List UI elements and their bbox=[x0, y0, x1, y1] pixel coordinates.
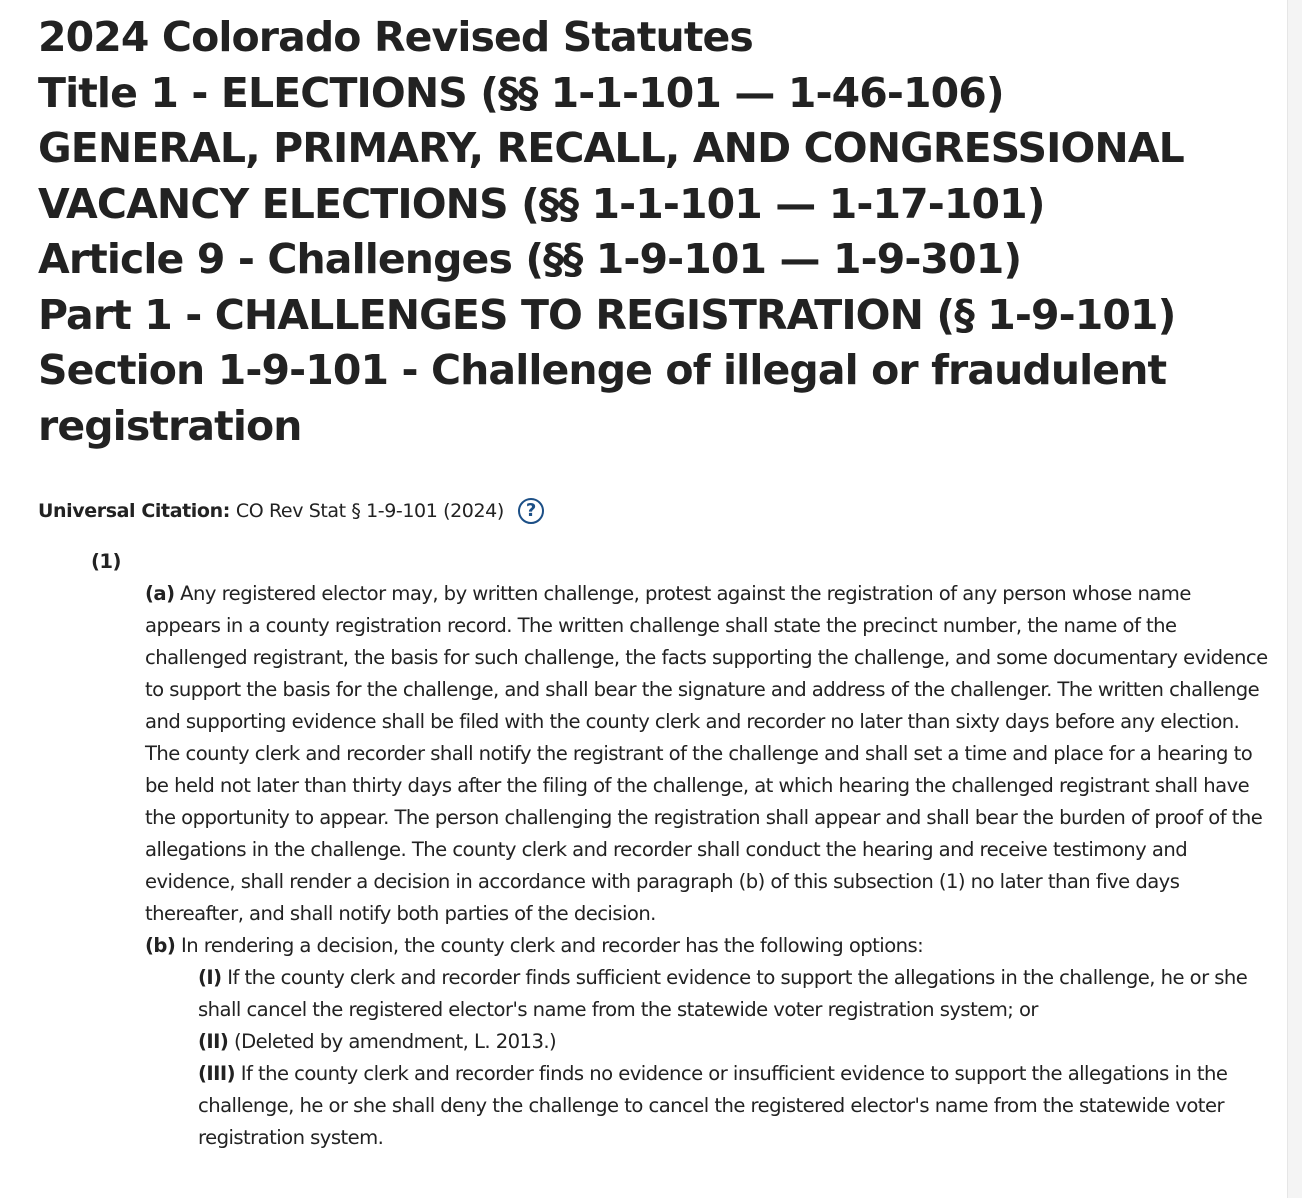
paragraph-b bbox=[38, 930, 1268, 962]
paragraph-a-text: Any registered elector may, by written challenge, protest against the registration of any person whose name appears in a county registration record. The written challenge shall state the precinct number, the name of the challenged registrant, the basis for such challenge, the facts supporting the challenge, and some documentary evidence to support the basis for the challenge, and shall bear the signature and address of the challenger. The written challenge and supporting evidence shall be filed with the county clerk and recorder no later than sixty days before any election. The county clerk and recorder shall notify the registrant of the challenge and shall set a time and place for a hearing to be held not later than thirty days after the filing of the challenge, at which hearing the challenged registrant shall have the opportunity to appear. The person challenging the registration shall appear and shall bear the burden of proof of the allegations in the challenge. The county clerk and recorder shall conduct the hearing and receive testimony and evidence, shall render a decision in accordance with paragraph (b) of this subsection (1) no later than five days thereafter, and shall notify both parties of the decision. bbox=[145, 582, 1268, 925]
title-line-article: Article 9 - Challenges (§§ 1-9-101 — 1-9-301) bbox=[38, 235, 1022, 283]
statute-page bbox=[38, 10, 1268, 1154]
subparagraph-I bbox=[38, 962, 1268, 1026]
title-line-section-cont: registration bbox=[38, 401, 302, 450]
question-circle-icon[interactable]: ? bbox=[518, 498, 544, 524]
statute-text bbox=[38, 546, 1268, 1154]
subparagraph-III-text: If the county clerk and recorder finds no evidence or insufficient evidence to support the allegations in the challenge, he or she shall deny the challenge to cancel the registered elector's name from the statewide voter registration system. bbox=[198, 1062, 1228, 1149]
title-line-group: GENERAL, PRIMARY, RECALL, AND CONGRESSIONAL bbox=[38, 124, 1184, 172]
subparagraph-I-text: If the county clerk and recorder finds sufficient evidence to support the allegations in the challenge, he or she shall cancel the registered elector's name from the statewide voter registration system; or bbox=[198, 966, 1248, 1021]
citation-label: Universal Citation: bbox=[38, 500, 230, 522]
subsection-1-label: (1) bbox=[91, 550, 121, 573]
paragraph-b-label: (b) bbox=[145, 934, 176, 957]
subparagraph-II-text: (Deleted by amendment, L. 2013.) bbox=[228, 1030, 557, 1053]
subparagraph-II-label: (II) bbox=[198, 1030, 229, 1053]
subparagraph-III-label: (III) bbox=[198, 1062, 236, 1085]
paragraph-b-text: In rendering a decision, the county clerk and recorder has the following options: bbox=[175, 934, 924, 957]
paragraph-a-label: (a) bbox=[145, 582, 175, 605]
title-line-year: 2024 Colorado Revised Statutes bbox=[38, 13, 753, 61]
title-line-title: Title 1 - ELECTIONS (§§ 1-1-101 — 1-46-106) bbox=[38, 68, 1004, 117]
page-title bbox=[38, 10, 1268, 454]
title-line-section: Section 1-9-101 - Challenge of illegal or fraudulent bbox=[38, 346, 1167, 394]
subparagraph-I-label: (I) bbox=[198, 966, 222, 989]
universal-citation bbox=[38, 497, 1268, 525]
title-line-part: Part 1 - CHALLENGES TO REGISTRATION (§ 1-9-101) bbox=[38, 290, 1176, 339]
citation-value: CO Rev Stat § 1-9-101 (2024) bbox=[235, 500, 504, 522]
title-line-group-range: VACANCY ELECTIONS (§§ 1-1-101 — 1-17-101) bbox=[38, 179, 1045, 228]
subparagraph-II bbox=[38, 1026, 1268, 1058]
paragraph-a bbox=[38, 578, 1268, 930]
vertical-scrollbar[interactable] bbox=[1287, 0, 1302, 1198]
subparagraph-III bbox=[38, 1058, 1268, 1154]
